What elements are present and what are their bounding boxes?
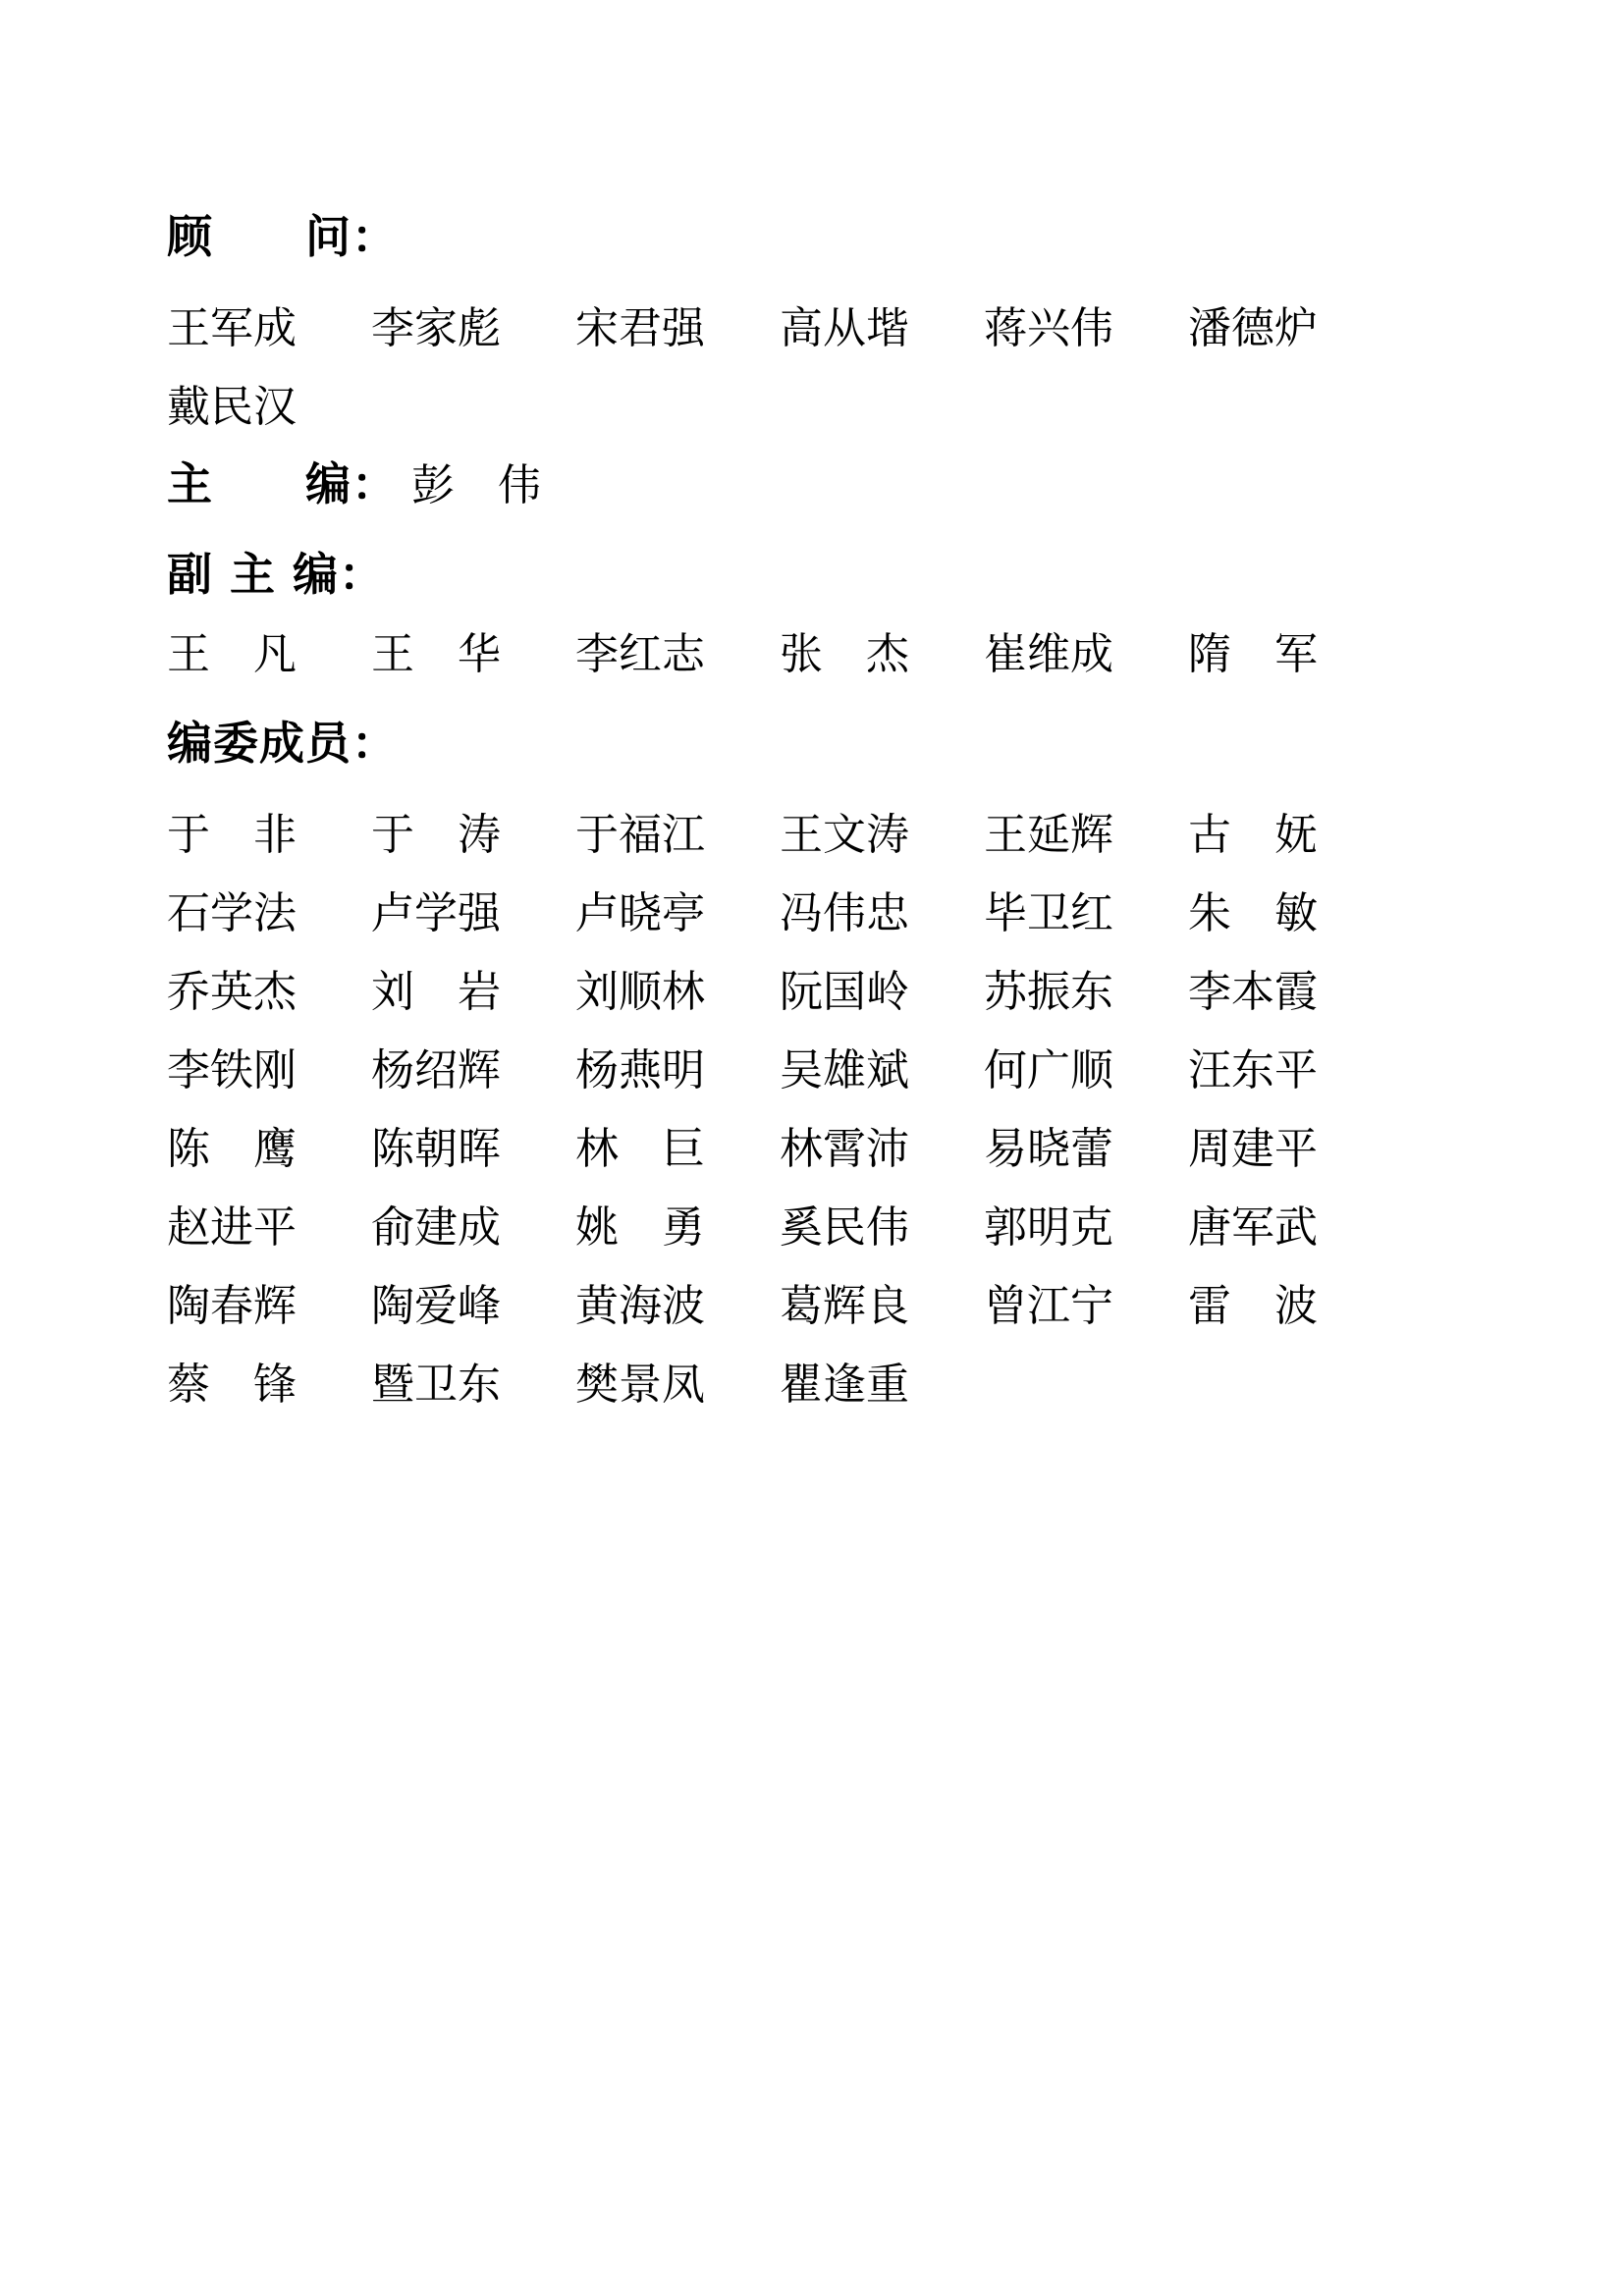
advisors-heading-label: 顾 问：	[167, 210, 398, 263]
deputy-editors-heading-label: 副 主 编：	[167, 548, 386, 601]
board-members-section-heading	[167, 701, 1443, 779]
board-member-name: 于福江	[575, 810, 705, 860]
board-member-name: 易晓蕾	[984, 1124, 1113, 1174]
board-members-row-5	[167, 1105, 1443, 1184]
board-member-name: 蔡 锋	[167, 1360, 297, 1410]
board-member-name: 林 巨	[575, 1124, 705, 1174]
deputy-editors-row-1	[167, 611, 1443, 689]
deputy-editor-name: 王 凡	[167, 629, 297, 679]
board-member-name: 于 涛	[371, 810, 501, 860]
board-member-name: 陈 鹰	[167, 1124, 297, 1174]
advisor-name: 潘德炉	[1188, 303, 1318, 353]
advisors-section-heading	[167, 194, 1443, 273]
board-member-name: 何广顺	[984, 1045, 1113, 1095]
board-members-row-7	[167, 1262, 1443, 1341]
board-member-name: 石学法	[167, 888, 297, 938]
deputy-editor-name: 李红志	[575, 629, 705, 679]
board-member-name: 卢晓亭	[575, 888, 705, 938]
board-member-name: 李本霞	[1188, 967, 1318, 1017]
deputy-editor-name: 崔维成	[984, 629, 1113, 679]
chief-editor-section	[167, 442, 1443, 520]
board-members-row-4	[167, 1027, 1443, 1105]
board-member-name: 刘 岩	[371, 967, 501, 1017]
board-member-name: 赵进平	[167, 1202, 297, 1253]
board-member-name: 曾江宁	[984, 1281, 1113, 1331]
board-member-name: 唐军武	[1188, 1202, 1318, 1253]
board-member-name: 刘顺林	[575, 967, 705, 1017]
deputy-editor-name: 隋 军	[1188, 629, 1318, 679]
board-member-name: 周建平	[1188, 1124, 1318, 1174]
board-member-name: 乔英杰	[167, 967, 297, 1017]
advisor-name: 宋君强	[575, 303, 705, 353]
board-member-name: 郭明克	[984, 1202, 1113, 1253]
deputy-editors-section-heading	[167, 532, 1443, 611]
advisors-row-2	[167, 363, 1443, 442]
board-member-name: 暨卫东	[371, 1360, 501, 1410]
board-member-name: 杨绍辉	[371, 1045, 501, 1095]
chief-editor-heading-label: 主 编：	[167, 457, 398, 510]
board-member-name: 陈朝晖	[371, 1124, 501, 1174]
board-members-row-2	[167, 870, 1443, 948]
board-member-name: 黄海波	[575, 1281, 705, 1331]
board-member-name: 陶春辉	[167, 1281, 297, 1331]
board-member-name: 王延辉	[984, 810, 1113, 860]
board-members-row-1	[167, 791, 1443, 870]
advisor-name: 戴民汉	[167, 382, 297, 432]
board-members-row-8	[167, 1341, 1443, 1419]
board-members-heading-label: 编委成员：	[167, 717, 398, 770]
advisor-name: 蒋兴伟	[984, 303, 1113, 353]
board-member-name: 樊景凤	[575, 1360, 705, 1410]
board-member-name: 卢学强	[371, 888, 501, 938]
board-member-name: 姚 勇	[575, 1202, 705, 1253]
board-member-name: 于 非	[167, 810, 297, 860]
board-member-name: 吴雄斌	[780, 1045, 909, 1095]
board-members-row-3	[167, 948, 1443, 1027]
board-member-name: 雷 波	[1188, 1281, 1318, 1331]
board-member-name: 奚民伟	[780, 1202, 909, 1253]
deputy-editor-name: 王 华	[371, 629, 501, 679]
board-member-name: 王文涛	[780, 810, 909, 860]
board-member-name: 葛辉良	[780, 1281, 909, 1331]
board-member-name: 林霄沛	[780, 1124, 909, 1174]
board-member-name: 朱 敏	[1188, 888, 1318, 938]
board-member-name: 苏振东	[984, 967, 1113, 1017]
editorial-board-page	[167, 194, 1443, 1419]
chief-editor-name: 彭 伟	[411, 460, 541, 510]
board-member-name: 古 妩	[1188, 810, 1318, 860]
board-member-name: 阮国岭	[780, 967, 909, 1017]
advisor-name: 李家彪	[371, 303, 501, 353]
board-member-name: 俞建成	[371, 1202, 501, 1253]
deputy-editor-name: 张 杰	[780, 629, 909, 679]
board-member-name: 瞿逢重	[780, 1360, 909, 1410]
board-member-name: 汪东平	[1188, 1045, 1318, 1095]
advisors-row-1	[167, 285, 1443, 363]
board-member-name: 毕卫红	[984, 888, 1113, 938]
board-member-name: 陶爱峰	[371, 1281, 501, 1331]
board-member-name: 冯伟忠	[780, 888, 909, 938]
board-member-name: 杨燕明	[575, 1045, 705, 1095]
advisor-name: 王军成	[167, 303, 297, 353]
advisor-name: 高从堦	[780, 303, 909, 353]
board-members-row-6	[167, 1184, 1443, 1262]
board-member-name: 李铁刚	[167, 1045, 297, 1095]
